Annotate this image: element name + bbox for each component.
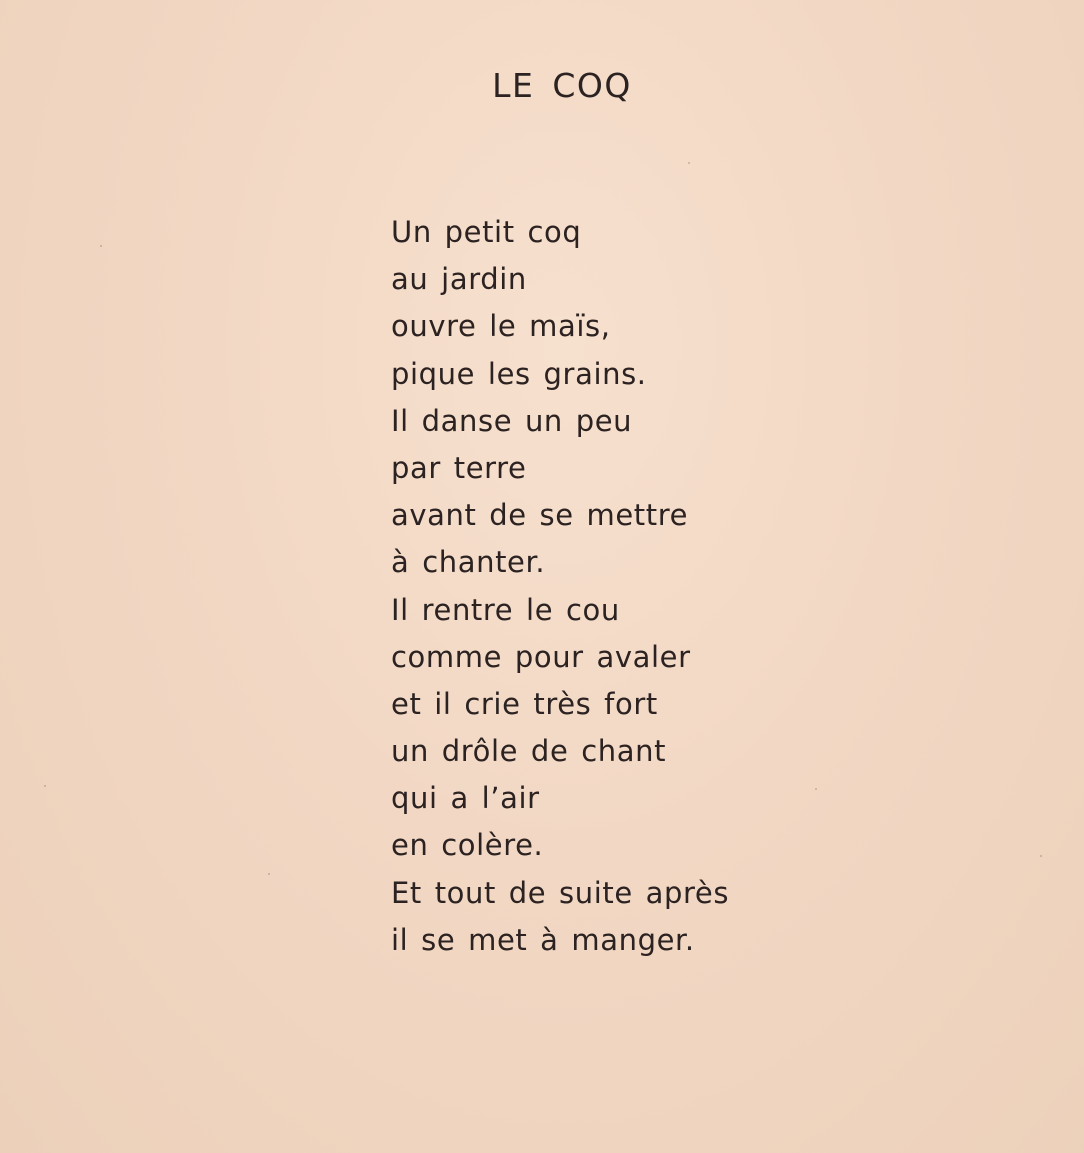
poem-line: Il danse un peu [391,403,633,438]
poem-body [391,209,729,964]
paper-speck [100,245,102,247]
poem-line: et il crie très fort [391,686,658,721]
poem-title: LE COQ [492,66,632,105]
poem-line: un drôle de chant [391,734,667,769]
poem-line: qui a l’air [391,781,540,816]
poem-line: au jardin [391,262,527,297]
paper-speck [688,162,690,164]
poem-line: il se met à manger. [391,922,695,957]
paper-speck [268,873,270,875]
poem-line: comme pour avaler [391,639,691,674]
paper-speck [1040,855,1042,857]
poem-line: pique les grains. [391,356,647,391]
paper-speck [815,788,817,790]
poem-line: en colère. [391,828,544,863]
paper-speck [44,785,46,787]
poem-line: à chanter. [391,545,546,580]
poem-line: avant de se mettre [391,498,689,533]
poem-line: Et tout de suite après [391,875,730,910]
poem-line: Il rentre le cou [391,592,620,627]
poem-line: par terre [391,450,527,485]
poem-line: ouvre le maïs, [391,309,611,344]
poem-line: Un petit coq [391,215,582,249]
